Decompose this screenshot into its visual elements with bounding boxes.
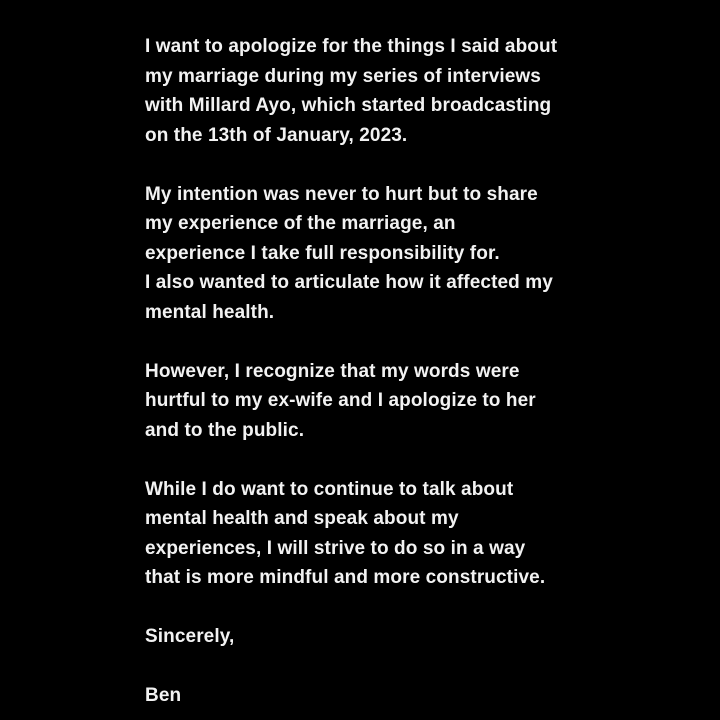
text-line: hurtful to my ex-wife and I apologize to her — [145, 390, 536, 411]
text-line: on the 13th of January, 2023. — [145, 124, 408, 146]
apology-statement — [145, 32, 615, 720]
paragraph-commitment — [145, 475, 615, 593]
text-line: my marriage during my series of interviews — [145, 65, 541, 87]
text-line: experiences, I will strive to do so in a way — [145, 537, 526, 559]
text-line: While I do want to continue to talk about — [145, 478, 514, 500]
paragraph-intention — [145, 180, 615, 328]
text-line: I also wanted to articulate how it affected my — [145, 272, 553, 293]
text-line: that is more mindful and more constructive. — [145, 567, 546, 588]
text-line: my experience of the marriage, an — [145, 213, 456, 234]
paragraph-recognition — [145, 357, 615, 446]
closing-salutation — [145, 622, 615, 652]
text-line: with Millard Ayo, which started broadcasting — [145, 95, 552, 116]
text-line: I want to apologize for the things I said about — [145, 36, 558, 57]
signature-name — [145, 681, 615, 711]
paragraph-apology — [145, 32, 615, 150]
text-line: and to the public. — [145, 419, 305, 441]
text-line: mental health and speak about my — [145, 508, 459, 529]
text-line: Sincerely, — [145, 626, 235, 647]
text-line: However, I recognize that my words were — [145, 360, 520, 382]
text-line: experience I take full responsibility for. — [145, 242, 500, 264]
text-line: mental health. — [145, 301, 275, 323]
text-line: My intention was never to hurt but to share — [145, 183, 538, 205]
text-line: Ben — [145, 685, 182, 706]
